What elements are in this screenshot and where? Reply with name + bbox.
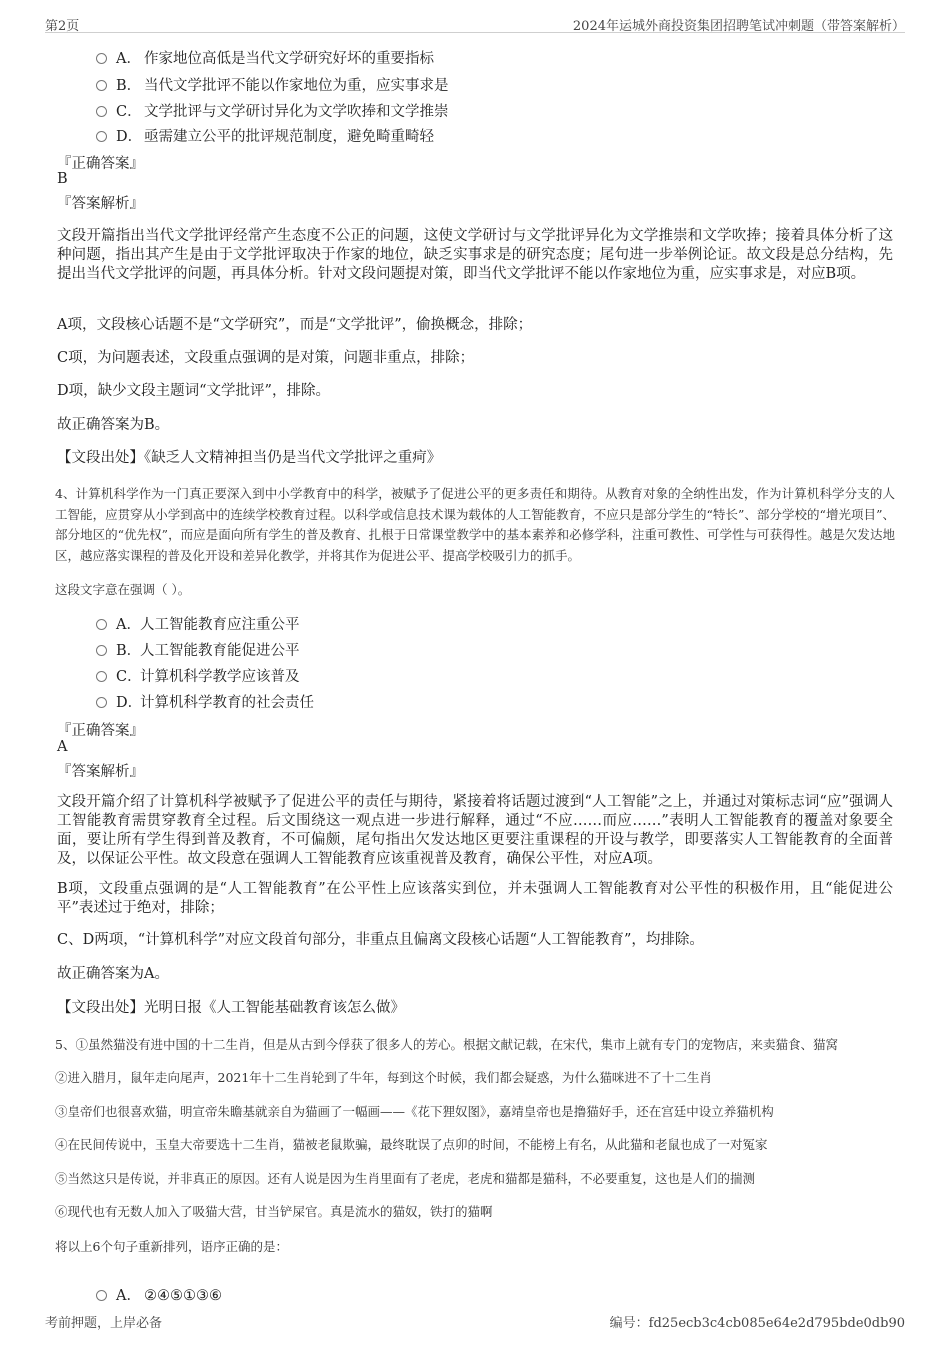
document-id: 编号：fd25ecb3c4cb085e64e2d795bde0db90 — [609, 1316, 905, 1331]
q4-analysis-label: 『答案解析』 — [57, 764, 144, 780]
q3-answer: B — [57, 171, 68, 187]
q3-analysis-label: 『答案解析』 — [57, 196, 144, 212]
q3-source: 【文段出处】《缺乏人文精神担当仍是当代文学批评之重疴》 — [57, 450, 442, 466]
q3-option-d[interactable]: D． 亟需建立公平的批评规范制度，避免畸重畸轻 — [96, 125, 434, 146]
q4-answer: A — [57, 739, 68, 755]
q4-analysis-p3: C、D两项，“计算机科学”对应文段首句部分，非重点且偏离文段核心话题“人工智能教育”，均排除。 — [57, 932, 704, 948]
q5-sentence-5: ⑤当然这只是传说，并非真正的原因。还有人说是因为生肖里面有了老虎，老虎和猫都是猫科，不必要重复，这也是人们的揣测 — [55, 1171, 756, 1186]
document-title: 2024年运城外商投资集团招聘笔试冲刺题（带答案解析） — [572, 19, 905, 34]
q5-sentence-3: ③皇帝们也很喜欢猫，明宣帝朱瞻基就亲自为猫画了一幅画——《花下狸奴图》，嘉靖皇帝也是撸猫好手，还在宫廷中设立养猫机构 — [55, 1104, 774, 1119]
q4-answer-label: 『正确答案』 — [57, 723, 144, 739]
radio-icon[interactable] — [96, 645, 107, 656]
radio-icon[interactable] — [96, 80, 107, 91]
radio-icon[interactable] — [96, 1290, 107, 1301]
q3-analysis-p2: A项，文段核心话题不是“文学研究”，而是“文学批评”，偷换概念，排除； — [57, 317, 533, 333]
q3-answer-label: 『正确答案』 — [57, 156, 144, 172]
q5-sentence-1: 5、①虽然猫没有进中国的十二生肖，但是从古到今俘获了很多人的芳心。根据文献记载，在宋代，集市上就有专门的宠物店，来卖猫食、猫窝 — [55, 1037, 838, 1052]
q3-analysis-p1: 文段开篇指出当代文学批评经常产生态度不公正的问题，这使文学研讨与文学批评异化为文学推崇和文学吹捧；接着具体分析了这种问题，指出其产生是由于文学批评取决于作家的地位，缺乏实事求是的研究态度；尾句进一步举例论证。故文段是总分结构，先提出当代文学批评的问题，再具体分析。针对文段问题提对策，即当代文学批评不能以作家地位为重，应实事求是，对应B项。 — [57, 228, 893, 282]
radio-icon[interactable] — [96, 697, 107, 708]
q5-sentence-2: ②进入腊月，鼠年走向尾声，2021年十二生肖轮到了牛年，每到这个时候，我们都会疑惑，为什么猫咪进不了十二生肖 — [55, 1070, 712, 1085]
radio-icon[interactable] — [96, 53, 107, 64]
q4-option-b[interactable]: B．人工智能教育能促进公平 — [96, 639, 300, 660]
page-footer — [45, 1312, 905, 1332]
q4-stem: 4、计算机科学作为一门真正要深入到中小学教育中的科学，被赋予了促进公平的更多责任和期待。从教育对象的全纳性出发，作为计算机科学分支的人工智能，应贯穿从小学到高中的连续学校教育过程。以科学或信息技术课为载体的人工智能教育，不应只是部分学生的“特长”、部分学校的“增光项目”、部分地区的“优先权”，而应是面向所有学生的普及教育、扎根于日常课堂教学中的基本素养和必修学科，注重可教性、可学性与可获得性。越是欠发达地区，越应落实课程的普及化开设和差异化教学，并将其作为促进公平、提高学校吸引力的抓手。 — [55, 486, 895, 563]
q4-analysis-p1: 文段开篇介绍了计算机科学被赋予了促进公平的责任与期待，紧接着将话题过渡到“人工智能”之上，并通过对策标志词“应”强调人工智能教育需贯穿教育全过程。后文围绕这一观点进一步进行解释，通过“不应……而应……”表明人工智能教育的覆盖对象要全面，要让所有学生得到普及教育，不可偏颇，尾句指出欠发达地区更要注重课程的开设与教学，即要落实人工智能教育的全面普及，以保证公平性。故文段意在强调人工智能教育应该重视普及教育，确保公平性，对应A项。 — [57, 794, 893, 867]
q4-option-a[interactable]: A．人工智能教育应注重公平 — [96, 613, 300, 634]
radio-icon[interactable] — [96, 131, 107, 142]
q3-analysis-p3: C项，为问题表述，文段重点强调的是对策，问题非重点，排除； — [57, 350, 475, 366]
q5-option-a[interactable]: A． ②④⑤①③⑥ — [96, 1284, 222, 1305]
q4-source: 【文段出处】光明日报《人工智能基础教育该怎么做》 — [57, 1000, 405, 1016]
footer-slogan: 考前押题，上岸必备 — [45, 1316, 163, 1331]
q3-option-b[interactable]: B． 当代文学批评不能以作家地位为重，应实事求是 — [96, 74, 449, 95]
q5-question: 将以上6个句子重新排列，语序正确的是： — [55, 1239, 288, 1254]
radio-icon[interactable] — [96, 106, 107, 117]
q5-sentence-6: ⑥现代也有无数人加入了吸猫大营，甘当铲屎官。真是流水的猫奴，铁打的猫啊 — [55, 1204, 493, 1219]
page-header — [45, 12, 905, 33]
radio-icon[interactable] — [96, 671, 107, 682]
q4-analysis-p2: B项，文段重点强调的是“人工智能教育”在公平性上应该落实到位，并未强调人工智能教育对公平性的积极作用，且“能促进公平”表述过于绝对，排除； — [57, 881, 893, 916]
q4-option-c[interactable]: C．计算机科学教学应该普及 — [96, 665, 300, 686]
radio-icon[interactable] — [96, 619, 107, 630]
q3-analysis-p5: 故正确答案为B。 — [57, 417, 170, 433]
q4-question: 这段文字意在强调（ ）。 — [55, 582, 191, 597]
q4-analysis-p4: 故正确答案为A。 — [57, 966, 169, 982]
q3-option-c[interactable]: C． 文学批评与文学研讨异化为文学吹捧和文学推崇 — [96, 100, 449, 121]
q4-option-d[interactable]: D．计算机科学教育的社会责任 — [96, 691, 314, 712]
page-number: 第2页 — [45, 19, 80, 34]
q5-sentence-4: ④在民间传说中，玉皇大帝要选十二生肖，猫被老鼠欺骗，最终耽误了点卯的时间，不能榜上有名，从此猫和老鼠也成了一对冤家 — [55, 1137, 768, 1152]
q3-analysis-p4: D项，缺少文段主题词“文学批评”，排除。 — [57, 383, 330, 399]
q3-option-a[interactable]: A． 作家地位高低是当代文学研究好坏的重要指标 — [96, 47, 434, 68]
